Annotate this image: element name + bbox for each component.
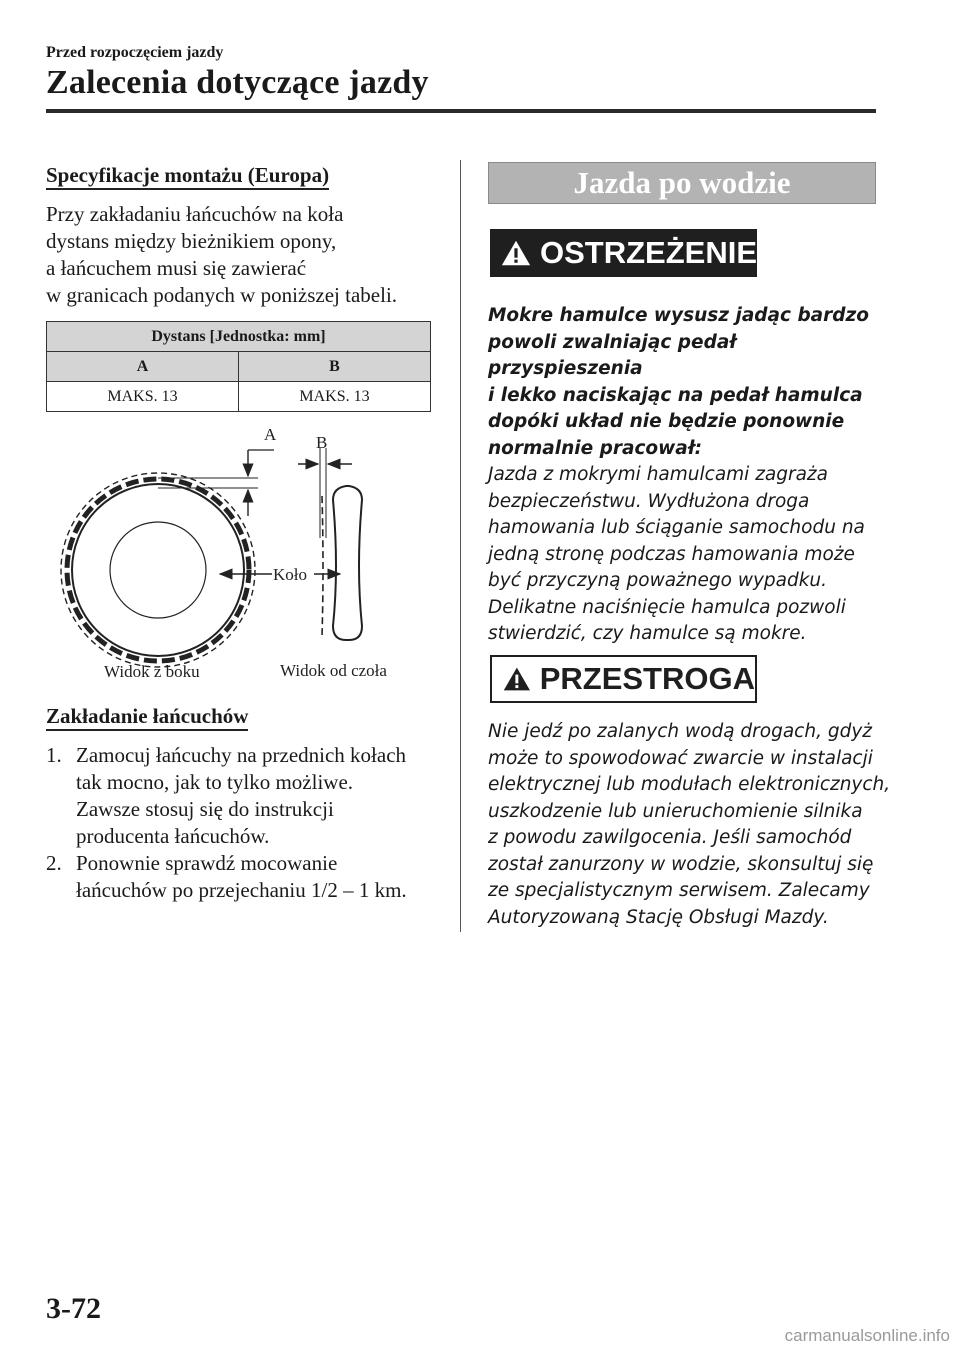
caution-line: Autoryzowaną Stację Obsługi Mazdy. [488,906,829,928]
spec-line: a łańcuchem musi się zawierać [46,256,307,280]
step-line: tak mocno, jak to tylko możliwe. [76,770,354,794]
warning-label-box [490,229,757,277]
warning-label: OSTRZEŻENIE [539,235,757,270]
warning-bold-line: Mokre hamulce wysusz jadąc bardzo [488,305,870,326]
spec-line: dystans między bieżnikiem opony, [46,229,337,253]
side-view-wheel [61,473,255,667]
caution-label: PRZESTROGA [539,661,755,696]
chain-clearance-figure [46,418,446,690]
list-item [46,742,451,850]
column-divider [460,160,461,932]
spec-paragraph [46,201,451,309]
step-number: 2. [46,851,62,875]
page-title: Zalecenia dotyczące jazdy [46,64,429,101]
caption-side-view: Widok z boku [104,662,200,681]
table-header-row [47,322,431,352]
caution-line: ze specjalistycznym serwisem. Zalecamy [488,880,870,901]
caution-line: został zanurzony w wodzie, skonsultuj się [488,853,874,875]
step-text [76,850,407,904]
warning-line: hamowania lub ściąganie samochodu na [488,517,865,538]
warning-line: Jazda z mokrymi hamulcami zagraża [488,464,828,485]
table-header-cell: Dystans [Jednostka: mm] [47,322,431,352]
watermark: carmanualsonline.info [784,1326,950,1345]
dimension-b [298,448,352,538]
caution-line: Nie jedź po zalanych wodą drogach, gdyż [488,721,872,742]
caution-body [488,719,898,931]
warning-line: bezpieczeństwu. Wydłużona droga [488,490,810,512]
caution-line: elektrycznej lub modułach elektronicznych, [488,774,891,795]
label-b: B [316,433,328,452]
label-wheel: Koło [273,565,307,584]
table-col-b: B [239,352,431,382]
install-heading: Zakładanie łańcuchów [46,704,248,731]
section-banner: Jazda po wodzie [488,162,876,204]
warning-bold-line: i lekko naciskając na pedał hamulca [488,384,863,406]
header-rule [46,109,876,113]
warning-line: być przyczyną poważnego wypadku. [488,570,828,591]
spec-heading-wrap [46,163,329,188]
step-text [76,742,406,850]
table-value-a: MAKS. 13 [47,382,239,412]
step-line: producenta łańcuchów. [76,824,270,848]
table-col-a: A [47,352,239,382]
table-row [47,382,431,412]
list-item [46,850,451,904]
install-steps [46,742,451,904]
warning-bold-line: powoli zwalniając pedał przyspieszenia [488,331,737,379]
warning-bold-line: dopóki układ nie będzie ponownie [488,411,845,432]
spec-table [46,321,431,412]
label-a: A [264,425,277,444]
warning-line: stwierdzić, czy hamulce są mokre. [488,623,807,644]
warning-triangle-icon [500,238,532,268]
caution-label-box [490,655,757,703]
warning-body [488,303,888,648]
step-line: łańcuchów po przejechaniu 1/2 – 1 km. [76,878,407,902]
step-line: Ponownie sprawdź mocowanie [76,851,338,875]
warning-bold-line: normalnie pracował: [488,437,703,459]
caution-triangle-icon [502,664,532,694]
spec-line: w granicach podanych w poniższej tabeli. [46,283,398,307]
page-number: 3-72 [46,1292,101,1325]
step-line: Zamocuj łańcuchy na przednich kołach [76,743,407,767]
caution-line: może to spowodować zwarcie w instalacji [488,747,873,769]
spec-line: Przy zakładaniu łańcuchów na koła [46,202,344,226]
table-columns-row [47,352,431,382]
front-view-tire [322,486,362,640]
section-breadcrumb: Przed rozpoczęciem jazdy [46,44,224,61]
caution-line: uszkodzenie lub unieruchomienie silnika [488,800,863,822]
spec-heading: Specyfikacje montażu (Europa) [46,163,329,190]
warning-line: Delikatne naciśnięcie hamulca pozwoli [488,596,846,618]
caution-line: z powodu zawilgocenia. Jeśli samochód [488,827,852,848]
step-line: Zawsze stosuj się do instrukcji [76,797,334,821]
step-number: 1. [46,743,62,767]
table-value-b: MAKS. 13 [239,382,431,412]
warning-line: jedną stronę podczas hamowania może [488,543,855,565]
caption-front-view: Widok od czoła [280,661,387,680]
install-heading-wrap [46,704,248,729]
